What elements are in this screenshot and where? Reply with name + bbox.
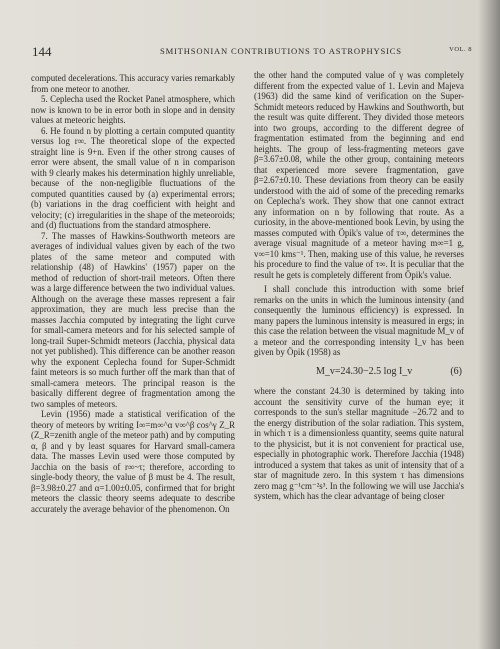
paragraph: 7. The masses of Hawkins-Southworth meteors are averages of individual values given by each of the two plates of the same meteor and computed with relationship (48) of Hawkins' (1957) paper on the method of reduction of short-trail meteors. Often there was a large difference between the two individual values. Although on the average these masses represent a fair approximation, they are much less precise than the masses Jacchia computed by integrating the light curve for small-camera meteors and for his selected sample of long-trail Super-Schmidt meteors (Jacchia, physical data not yet published). This difference can be another reason why the exponent Ceplecha found for Super-Schmidt faint meteors is so much further off the mark than that of small-camera meteors. The principal reason is the basically different degree of fragmentation among the two samples of meteors. (31, 230, 235, 409)
equation-number: (6) (450, 365, 462, 377)
volume-label: VOL. 8 (449, 46, 472, 53)
binding-shadow (478, 0, 500, 649)
paragraph: Levin (1956) made a statistical verification of the theory of meteors by writing I∞=m∞^α v∞^β cos^γ Z_R (Z_R=zenith angle of the meteor path) and by computing α, β and γ by least squares for Harvard small-camera data. The masses Levin used were those computed by Jacchia on the basis of r∞~τ; therefore, according to single-body theory, the value of β must be 4. The result, β=3.98±0.27 and α=1.00±0.05, confirmed that for bright meteors the classic theory seems adequate to describe accurately the average behavior of the phenomenon. On (31, 409, 235, 514)
equation-6 (254, 367, 464, 378)
paragraph: I shall conclude this introduction with some brief remarks on the units in which the luminous intensity (and consequently the luminous efficiency) is expressed. In many papers the luminous intensity is measured in ergs; in this case the relation between the visual magnitude M_v of a meteor and the corresponding intensity I_v has been given by Öpik (1958) as (254, 284, 464, 357)
left-column (31, 73, 235, 514)
page-number: 144 (32, 44, 52, 59)
running-header (32, 44, 472, 60)
paragraph: computed decelerations. This accuracy varies remarkably from one meteor to another. (31, 73, 235, 94)
paragraph: 5. Ceplecha used the Rocket Panel atmosphere, which now is known to be in error both in slope and in density values at meteoric heights. (31, 94, 235, 125)
equation-text: M_v=24.30−2.5 log I_v (316, 365, 413, 377)
running-title: SMITHSONIAN CONTRIBUTIONS TO ASTROPHYSICS (160, 46, 402, 56)
paragraph: 6. He found n by plotting a certain computed quantity versus log r∞. The theoretical slope of the expected straight line is 9+n. Even if the other strong causes of error were absent, the small value of n in comparison with 9 clearly makes his determination highly unreliable, because of the non-negligible fluctuations of the computed quantities caused by (a) experimental errors; (b) variations in the drag coefficient with height and velocity; (c) irregularities in the shape of the meteoroids; and (d) fluctuations from the standard atmosphere. (31, 125, 235, 230)
paragraph: the other hand the computed value of γ was completely different from the expected value of 1. Levin and Majeva (1963) did the same kind of verification on the Super-Schmidt meteors reduced by Hawkins and Southworth, but the result was quite different. They divided those meteors into two groups, according to the different degree of fragmentation estimated from the beginning and end heights. The group of less-fragmenting meteors gave β=3.67±0.08, while the other group, containing meteors that experienced more severe fragmentation, gave β=2.67±0.10. These deviations from theory can be easily understood with the aid of some of the preceding remarks on Ceplecha's work. They show that one cannot extract any information on n by following that route. As a curiosity, in the above-mentioned book Levin, by using the masses computed with Öpik's value of τ∞, determines the average visual magnitude of a meteor having m∞=1 g, v∞=10 kms⁻¹. Then, making use of this value, he reverses his procedure to find the value of τ∞. It is peculiar that the result he gets is completely different from Öpik's value. (254, 70, 464, 280)
right-column (254, 70, 464, 502)
paragraph: where the constant 24.30 is determined by taking into account the sensitivity curve of the human eye; it corresponds to the sun's stellar magnitude −26.72 and to the energy distribution of the solar radiation. This system, in which τ is a dimensionless quantity, seems quite natural to the physicist, but it is not convenient for practical use, especially in photographic work. Therefore Jacchia (1948) introduced a system that takes as unit of intensity that of a star of magnitude zero. In this system τ has dimensions zero mag g⁻¹cm⁻²s³. In the following we will use Jacchia's system, which has the clear advantage of being closer (254, 386, 464, 501)
